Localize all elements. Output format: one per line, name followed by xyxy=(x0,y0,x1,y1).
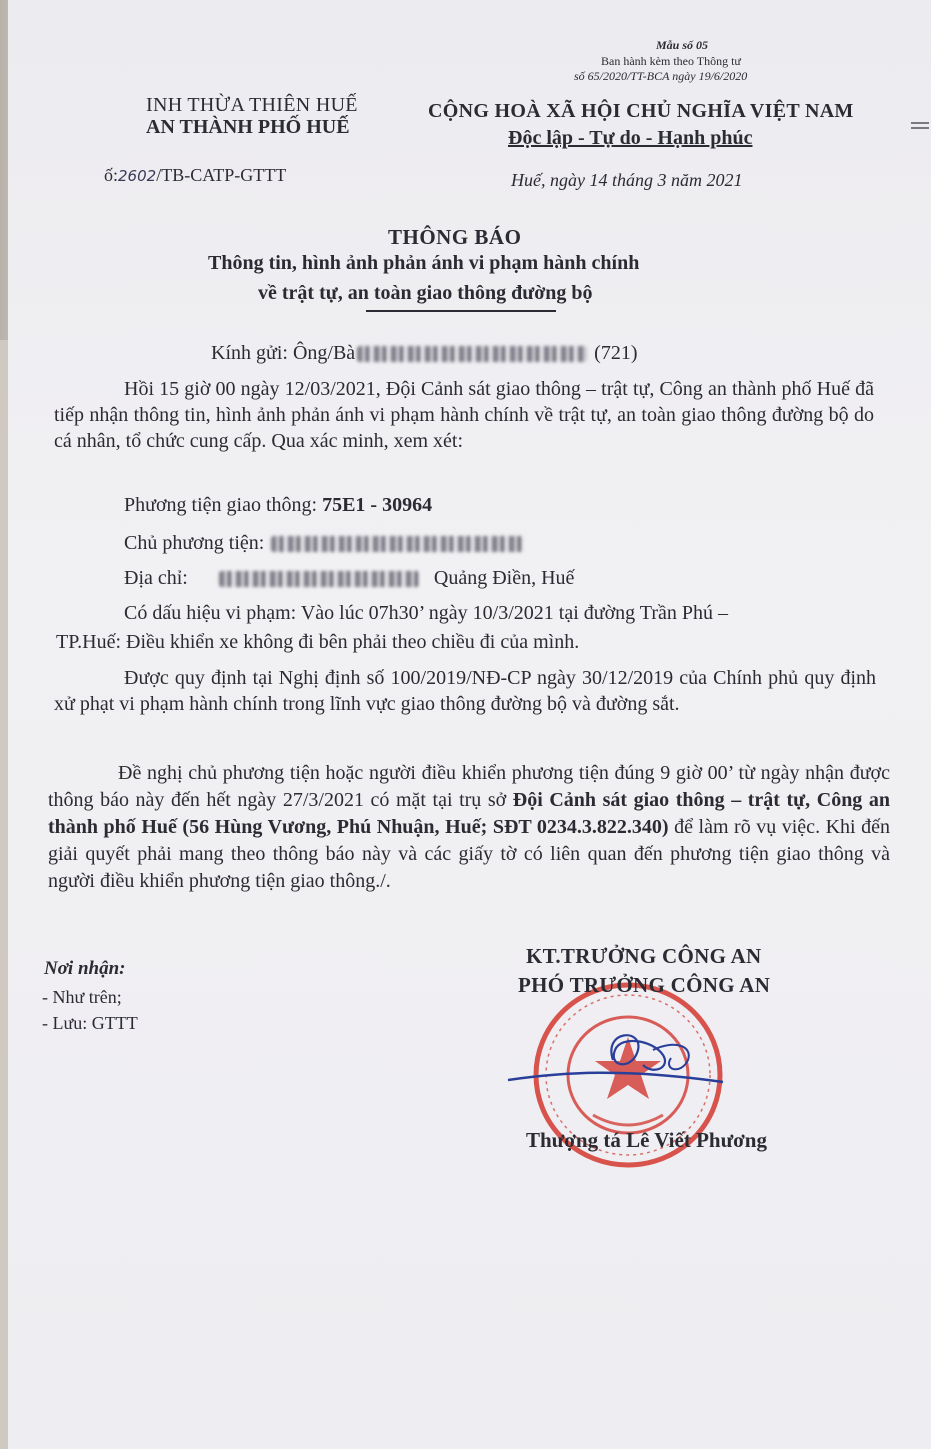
address-label: Địa chỉ: xyxy=(124,567,188,589)
page-edge-mark xyxy=(909,120,931,134)
request-text-b: để làm rõ vụ việc. Khi đến giải quyết phải mang theo thông báo này và các giấy tờ có liên quan đến phương tiện giao thông và người điều khiển phương tiện giao thông./. xyxy=(48,816,890,892)
document-page xyxy=(8,0,931,1449)
redacted-name xyxy=(357,346,587,362)
agency-line1: INH THỪA THIÊN HUẾ xyxy=(146,94,358,116)
handwritten-signature xyxy=(503,1020,733,1100)
signature-title-line2: PHÓ TRƯỞNG CÔNG AN xyxy=(518,973,771,997)
document-date: Huế, ngày 14 tháng 3 năm 2021 xyxy=(511,170,743,190)
request-text-a: Đề nghị chủ phương tiện hoặc người điều khiển phương tiện đúng 9 giờ 00’ từ ngày nhận được thông báo này đến hết ngày 27/3/2021 có mặt tại trụ sở xyxy=(48,762,890,811)
agency-line2: AN THÀNH PHỐ HUẾ xyxy=(146,116,350,138)
recipient-item: - Như trên; xyxy=(42,987,122,1007)
document-number xyxy=(104,165,286,186)
vehicle-label: Phương tiện giao thông: xyxy=(124,494,318,516)
address-tail: Quảng Điền, Huế xyxy=(433,567,575,589)
recipients-label: Nơi nhận: xyxy=(44,958,126,979)
country-name: CỘNG HOÀ XÃ HỘI CHỦ NGHĨA VIỆT NAM xyxy=(428,100,854,122)
doc-no-prefix: ố: xyxy=(104,165,119,185)
document-title: THÔNG BÁO xyxy=(388,225,522,249)
subtitle-line1: Thông tin, hình ảnh phản ánh vi phạm hành chính xyxy=(208,252,640,274)
violation-line1: Có dấu hiệu vi phạm: Vào lúc 07h30’ ngày 10/3/2021 tại đường Trần Phú – xyxy=(124,602,728,624)
issued-with-line1: Ban hành kèm theo Thông tư xyxy=(601,54,741,68)
regulation-paragraph: Được quy định tại Nghị định số 100/2019/NĐ-CP ngày 30/12/2019 của Chính phủ quy định xử phạt vi phạm hành chính trong lĩnh vực giao thông đường bộ và đường sắt. xyxy=(54,667,876,715)
vehicle-plate: 75E1 - 30964 xyxy=(322,494,433,516)
signer-name: Thượng tá Lê Viết Phương xyxy=(526,1128,767,1152)
request-paragraph xyxy=(48,760,890,895)
recipient-item: - Lưu: GTTT xyxy=(42,1013,138,1033)
signature-title-line1: KT.TRƯỞNG CÔNG AN xyxy=(526,944,762,968)
subtitle-line2: về trật tự, an toàn giao thông đường bộ xyxy=(258,282,593,304)
issued-with-line2: số 65/2020/TT-BCA ngày 19/6/2020 xyxy=(574,69,748,83)
violation-line2: TP.Huế: Điều khiển xe không đi bên phải theo chiều đi của mình. xyxy=(56,631,580,653)
doc-no-handwritten: 2602 xyxy=(118,167,157,185)
request-office: Đội Cảnh sát giao thông – trật tự, Công an thành phố Huế (56 Hùng Vương, Phú Nhuận, Huế; SĐT 0234.3.822.340) xyxy=(48,789,890,838)
greeting-suffix: (721) xyxy=(594,342,638,364)
greeting xyxy=(211,342,638,365)
owner-label: Chủ phương tiện: xyxy=(124,532,265,554)
doc-no-suffix: /TB-CATP-GTTT xyxy=(156,165,287,185)
national-motto: Độc lập - Tự do - Hạnh phúc xyxy=(508,127,753,149)
form-number: Mẫu số 05 xyxy=(656,38,709,52)
address-line xyxy=(124,567,574,590)
intro-paragraph: Hồi 15 giờ 00 ngày 12/03/2021, Đội Cảnh sát giao thông – trật tự, Công an thành phố Huế đã tiếp nhận thông tin, hình ảnh phản ánh vi phạm hành chính về trật tự, an toàn giao thông đường bộ do cá nhân, tổ chức cung cấp. Qua xác minh, xem xét: xyxy=(54,378,874,452)
owner-line xyxy=(124,532,525,555)
redacted-address xyxy=(219,571,419,587)
redacted-owner xyxy=(271,536,523,552)
greeting-prefix: Kính gửi: Ông/Bà xyxy=(211,342,356,364)
vehicle-line xyxy=(124,494,432,517)
title-underline xyxy=(366,310,556,312)
